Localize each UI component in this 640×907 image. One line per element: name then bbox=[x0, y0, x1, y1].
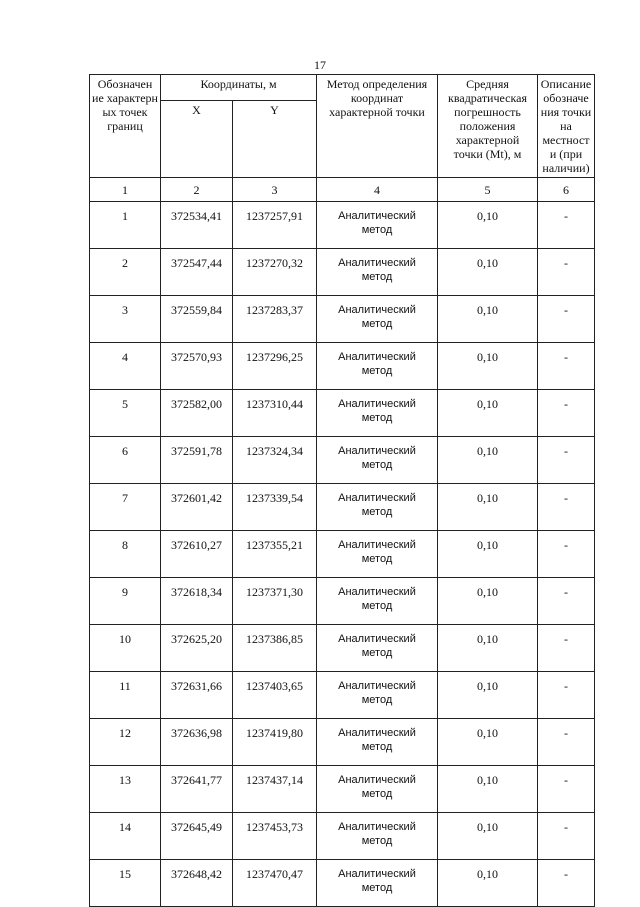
accuracy-mt: 0,10 bbox=[438, 202, 538, 249]
table-row bbox=[90, 249, 595, 296]
point-number: 11 bbox=[90, 672, 161, 719]
method-line-2: метод bbox=[361, 506, 393, 518]
point-description: - bbox=[538, 437, 595, 484]
method-line-1: Аналитический bbox=[338, 821, 416, 833]
accuracy-mt: 0,10 bbox=[438, 813, 538, 860]
header-y: Y bbox=[233, 101, 317, 178]
method-line-2: метод bbox=[361, 741, 393, 753]
table-row bbox=[90, 202, 595, 249]
point-number: 2 bbox=[90, 249, 161, 296]
table-row bbox=[90, 437, 595, 484]
method-line-1: Аналитический bbox=[338, 492, 416, 504]
column-number: 4 bbox=[317, 178, 438, 202]
boundary-points-table bbox=[89, 74, 595, 907]
accuracy-mt: 0,10 bbox=[438, 766, 538, 813]
table-row bbox=[90, 531, 595, 578]
accuracy-mt: 0,10 bbox=[438, 249, 538, 296]
coordinate-x: 372641,77 bbox=[161, 766, 233, 813]
table-row bbox=[90, 766, 595, 813]
table-row bbox=[90, 484, 595, 531]
point-description: - bbox=[538, 202, 595, 249]
method-line-2: метод bbox=[361, 365, 393, 377]
method bbox=[317, 578, 438, 625]
accuracy-mt: 0,10 bbox=[438, 390, 538, 437]
method-line-1: Аналитический bbox=[338, 351, 416, 363]
method-line-1: Аналитический bbox=[338, 633, 416, 645]
table-row bbox=[90, 813, 595, 860]
point-description: - bbox=[538, 531, 595, 578]
point-description: - bbox=[538, 390, 595, 437]
method bbox=[317, 202, 438, 249]
coordinate-y: 1237419,80 bbox=[233, 719, 317, 766]
column-number: 2 bbox=[161, 178, 233, 202]
coordinate-x: 372618,34 bbox=[161, 578, 233, 625]
header-coordinates: Координаты, м bbox=[161, 75, 317, 101]
coordinate-x: 372631,66 bbox=[161, 672, 233, 719]
method bbox=[317, 766, 438, 813]
table-body bbox=[90, 202, 595, 907]
method-line-2: метод bbox=[361, 318, 393, 330]
coordinate-y: 1237453,73 bbox=[233, 813, 317, 860]
table-row bbox=[90, 625, 595, 672]
method-line-2: метод bbox=[361, 271, 393, 283]
coordinate-x: 372547,44 bbox=[161, 249, 233, 296]
point-number: 6 bbox=[90, 437, 161, 484]
point-description: - bbox=[538, 484, 595, 531]
header-x: X bbox=[161, 101, 233, 178]
point-number: 4 bbox=[90, 343, 161, 390]
method-line-2: метод bbox=[361, 600, 393, 612]
column-number: 5 bbox=[438, 178, 538, 202]
accuracy-mt: 0,10 bbox=[438, 672, 538, 719]
method-line-2: метод bbox=[361, 788, 393, 800]
coordinate-x: 372636,98 bbox=[161, 719, 233, 766]
table-row bbox=[90, 390, 595, 437]
point-description: - bbox=[538, 672, 595, 719]
method bbox=[317, 813, 438, 860]
method-line-1: Аналитический bbox=[338, 680, 416, 692]
method bbox=[317, 672, 438, 719]
accuracy-mt: 0,10 bbox=[438, 860, 538, 907]
method bbox=[317, 719, 438, 766]
coordinate-y: 1237386,85 bbox=[233, 625, 317, 672]
coordinate-y: 1237470,47 bbox=[233, 860, 317, 907]
coordinate-y: 1237310,44 bbox=[233, 390, 317, 437]
method bbox=[317, 296, 438, 343]
method-line-1: Аналитический bbox=[338, 445, 416, 457]
accuracy-mt: 0,10 bbox=[438, 578, 538, 625]
point-number: 7 bbox=[90, 484, 161, 531]
coordinate-x: 372534,41 bbox=[161, 202, 233, 249]
method-line-2: метод bbox=[361, 459, 393, 471]
point-description: - bbox=[538, 766, 595, 813]
header-description: Описание обозначе ния точки на местност и (при наличии) bbox=[538, 75, 595, 178]
coordinate-x: 372625,20 bbox=[161, 625, 233, 672]
coordinate-y: 1237283,37 bbox=[233, 296, 317, 343]
method bbox=[317, 390, 438, 437]
coordinate-x: 372570,93 bbox=[161, 343, 233, 390]
coordinate-x: 372559,84 bbox=[161, 296, 233, 343]
method-line-1: Аналитический bbox=[338, 868, 416, 880]
table-row bbox=[90, 296, 595, 343]
point-number: 5 bbox=[90, 390, 161, 437]
page-number: 17 bbox=[314, 58, 326, 72]
method bbox=[317, 343, 438, 390]
header-method: Метод определения координат характерной точки bbox=[317, 75, 438, 178]
point-number: 3 bbox=[90, 296, 161, 343]
point-number: 9 bbox=[90, 578, 161, 625]
method-line-1: Аналитический bbox=[338, 257, 416, 269]
coordinate-x: 372591,78 bbox=[161, 437, 233, 484]
table-row bbox=[90, 719, 595, 766]
method-line-1: Аналитический bbox=[338, 539, 416, 551]
point-number: 12 bbox=[90, 719, 161, 766]
coordinate-y: 1237437,14 bbox=[233, 766, 317, 813]
coordinate-y: 1237296,25 bbox=[233, 343, 317, 390]
column-number: 1 bbox=[90, 178, 161, 202]
point-description: - bbox=[538, 578, 595, 625]
coordinate-y: 1237257,91 bbox=[233, 202, 317, 249]
point-number: 13 bbox=[90, 766, 161, 813]
header-accuracy: Средняя квадратическая погрешность положения характерной точки (Mt), м bbox=[438, 75, 538, 178]
point-number: 1 bbox=[90, 202, 161, 249]
point-description: - bbox=[538, 249, 595, 296]
method-line-2: метод bbox=[361, 412, 393, 424]
accuracy-mt: 0,10 bbox=[438, 719, 538, 766]
method-line-1: Аналитический bbox=[338, 304, 416, 316]
point-description: - bbox=[538, 625, 595, 672]
table-row bbox=[90, 672, 595, 719]
point-number: 15 bbox=[90, 860, 161, 907]
method-line-2: метод bbox=[361, 694, 393, 706]
method bbox=[317, 860, 438, 907]
method bbox=[317, 625, 438, 672]
coordinate-x: 372610,27 bbox=[161, 531, 233, 578]
column-number: 3 bbox=[233, 178, 317, 202]
method bbox=[317, 437, 438, 484]
point-description: - bbox=[538, 860, 595, 907]
coordinate-x: 372582,00 bbox=[161, 390, 233, 437]
method-line-1: Аналитический bbox=[338, 586, 416, 598]
method-line-2: метод bbox=[361, 224, 393, 236]
column-number: 6 bbox=[538, 178, 595, 202]
coordinate-y: 1237324,34 bbox=[233, 437, 317, 484]
method bbox=[317, 484, 438, 531]
accuracy-mt: 0,10 bbox=[438, 531, 538, 578]
table-row bbox=[90, 343, 595, 390]
coordinate-y: 1237339,54 bbox=[233, 484, 317, 531]
accuracy-mt: 0,10 bbox=[438, 437, 538, 484]
accuracy-mt: 0,10 bbox=[438, 296, 538, 343]
coordinate-x: 372645,49 bbox=[161, 813, 233, 860]
method bbox=[317, 531, 438, 578]
point-number: 10 bbox=[90, 625, 161, 672]
method-line-2: метод bbox=[361, 647, 393, 659]
method-line-2: метод bbox=[361, 553, 393, 565]
method-line-1: Аналитический bbox=[338, 774, 416, 786]
coordinate-x: 372601,42 bbox=[161, 484, 233, 531]
header-boundary-points: Обозначен ие характерн ых точек границ bbox=[90, 75, 161, 178]
method bbox=[317, 249, 438, 296]
coordinate-y: 1237355,21 bbox=[233, 531, 317, 578]
table-row bbox=[90, 578, 595, 625]
point-description: - bbox=[538, 343, 595, 390]
point-description: - bbox=[538, 296, 595, 343]
coordinate-x: 372648,42 bbox=[161, 860, 233, 907]
table-row bbox=[90, 860, 595, 907]
accuracy-mt: 0,10 bbox=[438, 484, 538, 531]
method-line-2: метод bbox=[361, 835, 393, 847]
coordinate-y: 1237270,32 bbox=[233, 249, 317, 296]
method-line-1: Аналитический bbox=[338, 727, 416, 739]
coordinate-y: 1237403,65 bbox=[233, 672, 317, 719]
coordinate-y: 1237371,30 bbox=[233, 578, 317, 625]
point-description: - bbox=[538, 719, 595, 766]
point-number: 14 bbox=[90, 813, 161, 860]
method-line-2: метод bbox=[361, 882, 393, 894]
column-number-row bbox=[90, 178, 595, 202]
method-line-1: Аналитический bbox=[338, 210, 416, 222]
point-number: 8 bbox=[90, 531, 161, 578]
method-line-1: Аналитический bbox=[338, 398, 416, 410]
point-description: - bbox=[538, 813, 595, 860]
accuracy-mt: 0,10 bbox=[438, 343, 538, 390]
accuracy-mt: 0,10 bbox=[438, 625, 538, 672]
